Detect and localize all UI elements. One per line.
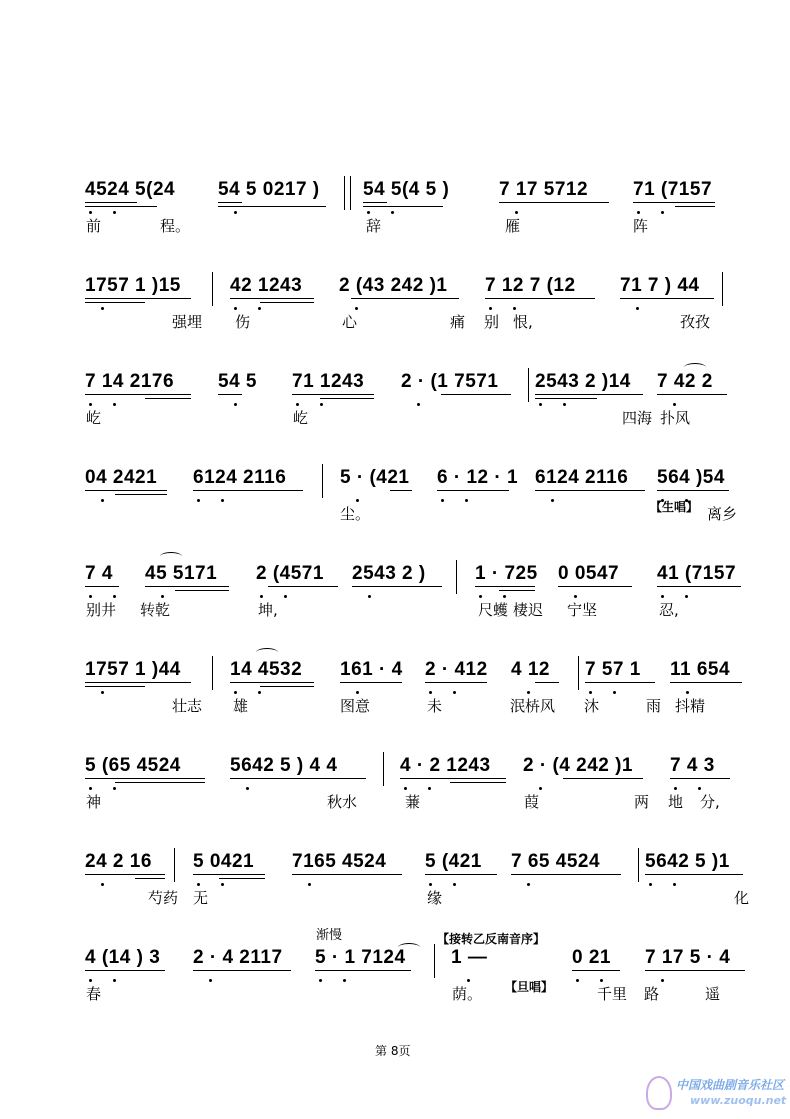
beam-underline: [572, 970, 620, 971]
beam-underline: [218, 206, 326, 207]
octave-dot: [479, 595, 482, 598]
beam-underline: [219, 878, 265, 879]
beam-underline: [292, 874, 402, 875]
beam-underline: [633, 202, 715, 203]
beam-underline: [85, 686, 145, 687]
octave-dot: [258, 691, 261, 694]
octave-dot: [503, 595, 506, 598]
beam-underline: [193, 490, 303, 491]
score-row: [0, 660, 790, 740]
lyric-text: 恨,: [513, 313, 533, 331]
note-group: 5 · (421: [340, 467, 410, 488]
note-group: 4 · 2 1243: [400, 755, 491, 776]
beam-underline: [85, 202, 137, 203]
lyric-text: 遥: [705, 985, 721, 1003]
beam-underline: [85, 394, 191, 395]
octave-dot: [221, 499, 224, 502]
note-group: 71 7 ) 44: [620, 275, 700, 296]
octave-dot: [465, 499, 468, 502]
beam-underline: [85, 778, 205, 779]
note-group: 6 · 12 · 1: [437, 467, 519, 488]
note-group: 6124 2116: [535, 467, 629, 488]
tempo-annotation: 渐慢: [316, 928, 343, 943]
score-row: [0, 372, 790, 452]
beam-underline: [511, 874, 621, 875]
octave-dot: [343, 979, 346, 982]
note-group: 7165 4524: [292, 851, 387, 872]
octave-dot: [113, 211, 116, 214]
octave-dot: [429, 691, 432, 694]
octave-dot: [113, 979, 116, 982]
slur-arc: [684, 363, 706, 372]
beam-underline: [390, 490, 412, 491]
note-group: 04 2421: [85, 467, 158, 488]
octave-dot: [649, 883, 652, 886]
octave-dot: [429, 883, 432, 886]
octave-dot: [367, 211, 370, 214]
octave-dot: [320, 403, 323, 406]
octave-dot: [234, 403, 237, 406]
slur-arc: [160, 552, 182, 561]
beam-underline: [315, 970, 411, 971]
octave-dot: [613, 691, 616, 694]
note-group: 5 0421: [193, 851, 255, 872]
site-watermark: [646, 1074, 786, 1114]
lyric-text: 雁: [505, 217, 521, 235]
note-group: 7 17 5712: [499, 179, 589, 200]
note-group: 7 57 1: [585, 659, 641, 680]
note-group: 7 65 4524: [511, 851, 601, 872]
beam-underline: [85, 490, 167, 491]
lyric-text: 辞: [366, 217, 382, 235]
lyric-text: 棲迟: [513, 601, 544, 619]
beam-underline: [363, 202, 387, 203]
octave-dot: [453, 691, 456, 694]
octave-dot: [260, 595, 263, 598]
lyric-text: 神: [86, 793, 102, 811]
octave-dot: [551, 499, 554, 502]
lyric-text: 抖精: [675, 697, 706, 715]
octave-dot: [428, 787, 431, 790]
lyric-text: 扑风: [660, 409, 691, 427]
beam-underline: [670, 778, 730, 779]
lyric-text: 宁坚: [567, 601, 598, 619]
beam-underline: [193, 874, 265, 875]
score-row: [0, 276, 790, 356]
note-group: 41 (7157: [657, 563, 737, 584]
octave-dot: [161, 595, 164, 598]
score-row: [0, 852, 790, 932]
page-number: 第 8页: [375, 1044, 411, 1058]
octave-dot: [113, 595, 116, 598]
lyric-text: 沐: [584, 697, 600, 715]
beam-underline: [85, 298, 191, 299]
note-group: 2 · 4 2117: [193, 947, 283, 968]
octave-dot: [113, 787, 116, 790]
beam-underline: [351, 298, 459, 299]
octave-dot: [101, 883, 104, 886]
octave-dot: [89, 787, 92, 790]
lyric-text: 分,: [700, 793, 720, 811]
note-group: 2 (43 242 )1: [339, 275, 448, 296]
bar-line: [174, 848, 175, 882]
lyric-text: 别: [484, 313, 500, 331]
note-group: 1757 1 )15: [85, 275, 181, 296]
octave-dot: [453, 883, 456, 886]
beam-underline: [85, 206, 157, 207]
beam-underline: [230, 682, 314, 683]
octave-dot: [563, 403, 566, 406]
beam-underline: [535, 682, 559, 683]
note-group: 7 4 3: [670, 755, 715, 776]
bar-line: [212, 272, 213, 306]
note-group: 5642 5 ) 4 4: [230, 755, 338, 776]
score-row: [0, 948, 790, 1028]
note-group: 0 0547: [558, 563, 620, 584]
lyric-text: 两: [634, 793, 650, 811]
octave-dot: [391, 211, 394, 214]
note-group: 1 —: [451, 947, 488, 968]
beam-underline: [193, 970, 291, 971]
lyric-text: 雨: [646, 697, 662, 715]
octave-dot: [636, 307, 639, 310]
octave-dot: [489, 307, 492, 310]
score-row: [0, 564, 790, 644]
octave-dot: [101, 691, 104, 694]
note-group: 24 2 16: [85, 851, 152, 872]
note-group: 45 5171: [145, 563, 218, 584]
watermark-logo-icon: [646, 1076, 672, 1110]
note-group: 0 21: [572, 947, 611, 968]
score-row: [0, 756, 790, 836]
beam-underline: [230, 298, 314, 299]
octave-dot: [404, 787, 407, 790]
section-annotation: 【接转乙反南音序】: [437, 932, 546, 946]
lyric-text: 尘。: [340, 505, 371, 523]
lyric-text: 忍,: [659, 601, 679, 619]
beam-underline: [352, 586, 442, 587]
octave-dot: [308, 883, 311, 886]
note-group: 5 (421: [425, 851, 482, 872]
lyric-text: 化: [734, 889, 750, 907]
note-group: 71 (7157: [633, 179, 713, 200]
lyric-text: 阵: [633, 217, 649, 235]
note-group: 2543 2 )14: [535, 371, 631, 392]
note-group: 7 14 2176: [85, 371, 175, 392]
beam-underline: [363, 206, 443, 207]
note-group: 4524 5(24: [85, 179, 176, 200]
beam-underline: [85, 874, 165, 875]
score-row: [0, 180, 790, 260]
octave-dot: [515, 211, 518, 214]
lyric-text: 别井: [86, 601, 117, 619]
note-group: 6124 2116: [193, 467, 287, 488]
lyric-text: 芍药: [148, 889, 179, 907]
bar-line: [212, 656, 213, 690]
beam-underline: [268, 586, 338, 587]
octave-dot: [600, 979, 603, 982]
watermark-url: www.zuoqu.net: [690, 1094, 787, 1107]
note-group: 54 5 0217 ): [218, 179, 320, 200]
beam-underline: [230, 778, 366, 779]
note-group: 4 (14 ) 3: [85, 947, 161, 968]
bar-line: [528, 368, 529, 402]
score-row: [0, 468, 790, 548]
lyric-text: 程。: [160, 217, 191, 235]
lyric-text: 孜孜: [680, 313, 711, 331]
lyric-text: 泯枿风: [510, 697, 556, 715]
beam-underline: [499, 202, 609, 203]
note-group: 5642 5 )1: [645, 851, 730, 872]
note-group: 2543 2 ): [352, 563, 426, 584]
beam-underline: [620, 298, 714, 299]
beam-underline: [85, 682, 191, 683]
lyric-text: 转乾: [140, 601, 171, 619]
note-group: 5 (65 4524: [85, 755, 181, 776]
octave-dot: [637, 211, 640, 214]
octave-dot: [686, 691, 689, 694]
note-group: 42 1243: [230, 275, 303, 296]
octave-dot: [685, 595, 688, 598]
octave-dot: [698, 787, 701, 790]
beam-underline: [85, 302, 145, 303]
beam-underline: [535, 490, 645, 491]
beam-underline: [292, 394, 374, 395]
beam-underline: [499, 590, 535, 591]
role-tag: 【旦唱】: [505, 980, 554, 994]
octave-dot: [576, 979, 579, 982]
octave-dot: [356, 691, 359, 694]
octave-dot: [417, 403, 420, 406]
octave-dot: [197, 499, 200, 502]
note-group: 1757 1 )44: [85, 659, 181, 680]
note-group: 5 · 1 7124: [315, 947, 406, 968]
beam-underline: [145, 398, 191, 399]
lyric-text: 春: [86, 985, 102, 1003]
beam-underline: [670, 682, 742, 683]
note-group: 2 · 412: [425, 659, 488, 680]
lyric-text: 四海: [622, 409, 653, 427]
octave-dot: [246, 787, 249, 790]
lyric-text: 缘: [427, 889, 443, 907]
note-group: 2 · (4 242 )1: [523, 755, 633, 776]
note-group: 11 654: [670, 659, 731, 680]
bar-line: [383, 752, 384, 786]
lyric-text: 心: [342, 313, 358, 331]
octave-dot: [89, 403, 92, 406]
beam-underline: [260, 686, 314, 687]
octave-dot: [355, 307, 358, 310]
octave-dot: [101, 499, 104, 502]
octave-dot: [574, 595, 577, 598]
beam-underline: [657, 394, 727, 395]
lyric-text: 未: [427, 697, 443, 715]
beam-underline: [135, 878, 165, 879]
octave-dot: [89, 211, 92, 214]
lyric-text: 前: [86, 217, 102, 235]
beam-underline: [400, 778, 506, 779]
note-group: 7 17 5 · 4: [645, 947, 731, 968]
bar-line: [638, 848, 639, 882]
beam-underline: [645, 970, 745, 971]
lyric-text: 强埋: [172, 313, 203, 331]
beam-underline: [85, 586, 119, 587]
note-group: 14 4532: [230, 659, 303, 680]
lyric-text: 雄: [233, 697, 249, 715]
beam-underline: [485, 298, 595, 299]
bar-line: [344, 176, 345, 210]
octave-dot: [234, 691, 237, 694]
octave-dot: [296, 403, 299, 406]
bar-line: [578, 656, 579, 690]
slur-arc: [256, 648, 278, 657]
beam-underline: [115, 782, 205, 783]
bar-line: [322, 464, 323, 498]
beam-underline: [85, 970, 165, 971]
lyric-text: 屹: [86, 409, 102, 427]
octave-dot: [673, 883, 676, 886]
beam-underline: [260, 302, 314, 303]
lyric-text: 无: [193, 889, 209, 907]
lyric-text: 秋水: [327, 793, 358, 811]
octave-dot: [234, 307, 237, 310]
lyric-text: 蒹: [405, 793, 421, 811]
octave-dot: [368, 595, 371, 598]
lyric-text: 屹: [293, 409, 309, 427]
octave-dot: [101, 307, 104, 310]
beam-underline: [218, 202, 242, 203]
octave-dot: [539, 403, 542, 406]
octave-dot: [467, 979, 470, 982]
octave-dot: [589, 691, 592, 694]
octave-dot: [234, 211, 237, 214]
watermark-text: 中国戏曲剧音乐社区: [676, 1078, 785, 1092]
octave-dot: [527, 691, 530, 694]
note-group: 7 42 2: [657, 371, 713, 392]
octave-dot: [356, 499, 359, 502]
octave-dot: [527, 883, 530, 886]
octave-dot: [209, 979, 212, 982]
note-group: 2 (4571: [256, 563, 324, 584]
note-group: 54 5: [218, 371, 257, 392]
octave-dot: [513, 307, 516, 310]
bar-line: [434, 944, 435, 978]
note-group: 161 · 4: [340, 659, 403, 680]
octave-dot: [319, 979, 322, 982]
octave-dot: [661, 595, 664, 598]
beam-underline: [675, 206, 715, 207]
lyric-text: 路: [644, 985, 660, 1003]
octave-dot: [673, 403, 676, 406]
beam-underline: [645, 874, 743, 875]
octave-dot: [113, 403, 116, 406]
octave-dot: [661, 979, 664, 982]
beam-underline: [585, 682, 655, 683]
note-group: 2 · (1 7571: [401, 371, 499, 392]
octave-dot: [89, 979, 92, 982]
slur-arc: [398, 943, 420, 952]
lyric-text: 痛: [450, 313, 466, 331]
octave-dot: [674, 787, 677, 790]
beam-underline: [450, 782, 506, 783]
lyric-text: 图意: [340, 697, 371, 715]
note-group: 7 12 7 (12: [485, 275, 576, 296]
beam-underline: [535, 394, 643, 395]
lyric-text: 坤,: [258, 601, 278, 619]
beam-underline: [218, 394, 242, 395]
octave-dot: [661, 211, 664, 214]
beam-underline: [437, 490, 509, 491]
beam-underline: [535, 398, 597, 399]
octave-dot: [284, 595, 287, 598]
beam-underline: [441, 394, 511, 395]
lyric-text: 尺蠖: [478, 601, 509, 619]
lyric-text: 葭: [524, 793, 540, 811]
octave-dot: [89, 595, 92, 598]
beam-underline: [175, 590, 229, 591]
octave-dot: [441, 499, 444, 502]
lyric-text: 伤: [235, 313, 251, 331]
beam-underline: [115, 494, 167, 495]
lyric-text: 壮志: [172, 697, 203, 715]
beam-underline: [475, 586, 535, 587]
beam-underline: [563, 778, 643, 779]
bar-line: [456, 560, 457, 594]
lyric-text: 荫。: [452, 985, 483, 1003]
beam-underline: [145, 586, 229, 587]
octave-dot: [221, 883, 224, 886]
beam-underline: [425, 874, 497, 875]
note-group: 4 12: [511, 659, 550, 680]
beam-underline: [657, 586, 741, 587]
beam-underline: [657, 490, 729, 491]
bar-line: [350, 176, 351, 210]
beam-underline: [558, 586, 632, 587]
bar-line: [722, 272, 723, 306]
note-group: 1 · 725: [475, 563, 538, 584]
note-group: 71 1243: [292, 371, 365, 392]
role-tag: 【生唱】: [650, 500, 699, 514]
octave-dot: [258, 307, 261, 310]
beam-underline: [320, 398, 374, 399]
lyric-text: 离乡: [707, 505, 738, 523]
octave-dot: [197, 883, 200, 886]
beam-underline: [340, 682, 402, 683]
note-group: 7 4: [85, 563, 113, 584]
beam-underline: [425, 682, 487, 683]
octave-dot: [539, 787, 542, 790]
lyric-text: 地: [668, 793, 684, 811]
note-group: 54 5(4 5 ): [363, 179, 450, 200]
note-group: 564 )54: [657, 467, 725, 488]
lyric-text: 千里: [597, 985, 628, 1003]
